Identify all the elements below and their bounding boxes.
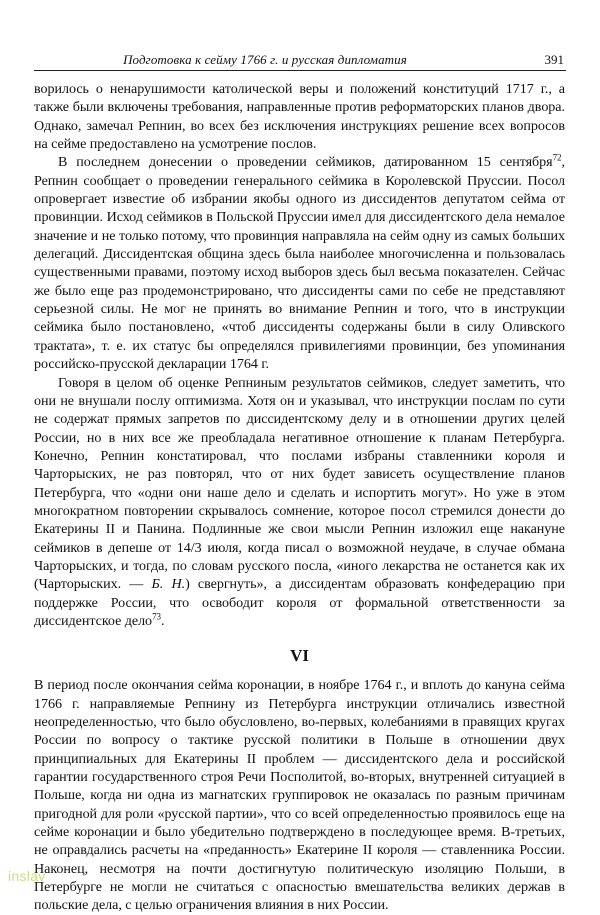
footnote-ref-73: 73 (152, 611, 161, 622)
running-title: Подготовка к сейму 1766 г. и русская дипломатия (123, 52, 407, 67)
paragraph-text: , Репнин сообщает о проведении генерального сеймика в Королевской Пруссии. Посол опровергает известие об избрании якобы одного из диссидентов депутатом сейма от провинции. Исход сеймиков в Польской Пруссии имел для диссидентского дела немалое значение и не только потому, что провинция направляла на сейм одну из самых больших делегаций. Диссидентская община здесь была наиболее многочисленна и пользовалась существенными правами, поэтому исход выборов здесь был весьма показателен. Сейчас же было еще раз продемонстрировано, что диссиденты сами по себе не представляют серьезной силы. Не мог не принять во внимание Репнин и того, что в инструкции сеймика было постановлено, «чтоб диссиденты содержаны были в силу Оливского трактата», т. е. их статус бы определялся привилегиями провинции, без упоминания российско-прусской декларации 1764 г. (34, 154, 565, 373)
paragraph-section-six (34, 676, 565, 914)
paragraph-text: Говоря в целом об оценке Репниным результатов сеймиков, следует заметить, что они не внушали послу оптимизма. Хотя он и указывал, что инструкции послам по сути не содержат прямых запретов по диссидентскому делу и в отношении других целей России, но в них все же преобладала негативное отношение к планам Петербурга. Конечно, Репнин констатировал, что послами избраны ставленники короля и Чарторыских, не раз повторял, что от них будет зависеть осуществление планов Петербурга, что «одни они наше дело и сделать и испортить могут». Но уже в этом многократном повторении скрывалось сомнение, которое посол стремился донести до Екатерины II и Панина. Подлинные же свои мысли Репнин изложил еще накануне сеймиков в депеше от 14/3 июля, когда писал о возможной неудаче, в случае обмана Чарторыских, и тогда, по словам русского посла, «иного лекарства не останется как их (Чарторыских. — (34, 374, 565, 593)
section-heading: VI (290, 646, 309, 666)
body-text (34, 80, 565, 915)
page-number: 391 (544, 52, 564, 67)
paragraph-text: В последнем донесении о проведении сеймиков, датированном 15 сентября (58, 154, 553, 171)
paragraph-end: . (160, 612, 165, 629)
paragraph-assessment (34, 374, 565, 631)
author-initials: Б. Н. (151, 576, 186, 593)
running-head (34, 50, 566, 72)
paragraph-text: ворилось о ненарушимости католической веры и положений конституций 1717 г., а также были включены требования, направленные против реформаторских планов двора. Однако, замечал Репнин, во всех без исключения инструкциях решение всех вопросов на сейме предоставлено на усмотрение послов. (34, 81, 565, 153)
footnote-ref-72: 72 (552, 152, 562, 163)
header-rule (34, 70, 566, 71)
paragraph-continuation (34, 80, 565, 153)
paragraph-text: ) свергнуть», а диссидентам образовать конфедерацию при поддержке России, что освободит короля от формальной ответственности за диссидентское дело (34, 576, 566, 629)
watermark: inslav (8, 868, 46, 884)
paragraph-text: В период после окончания сейма коронации, в ноябре 1764 г., и вплоть до кануна сейма 1766 г. направляемые Репнину из Петербурга инструкции отличались известной неопределенностью, что было обусловлено, во-первых, колебаниями в правящих кругах России по вопросу о тактике русской политики в Польше в отношении двух принципиальных для Екатерины II проблем — диссидентского дела и российской гарантии государственного строя Речи Посполитой, во-вторых, внутренней ситуацией в Польше, когда ни одна из магнатских группировок не оказалась по разным причинам пригодной для роли «русской партии», что со всей определенностью проявилось еще на сейме коронации и было убедительно подтверждено в последующее время. В-третьих, не оправдались расчеты на «преданность» Екатерине II короля — ставленника России. Наконец, несмотря на почти достигнутую политическую изоляцию Польши, в Петербурге не могли не считаться с опасностью вмешательства великих держав в польские дела, с целью ограничения влияния в них России. (34, 677, 565, 914)
paragraph-report-sejmiks (34, 153, 565, 373)
